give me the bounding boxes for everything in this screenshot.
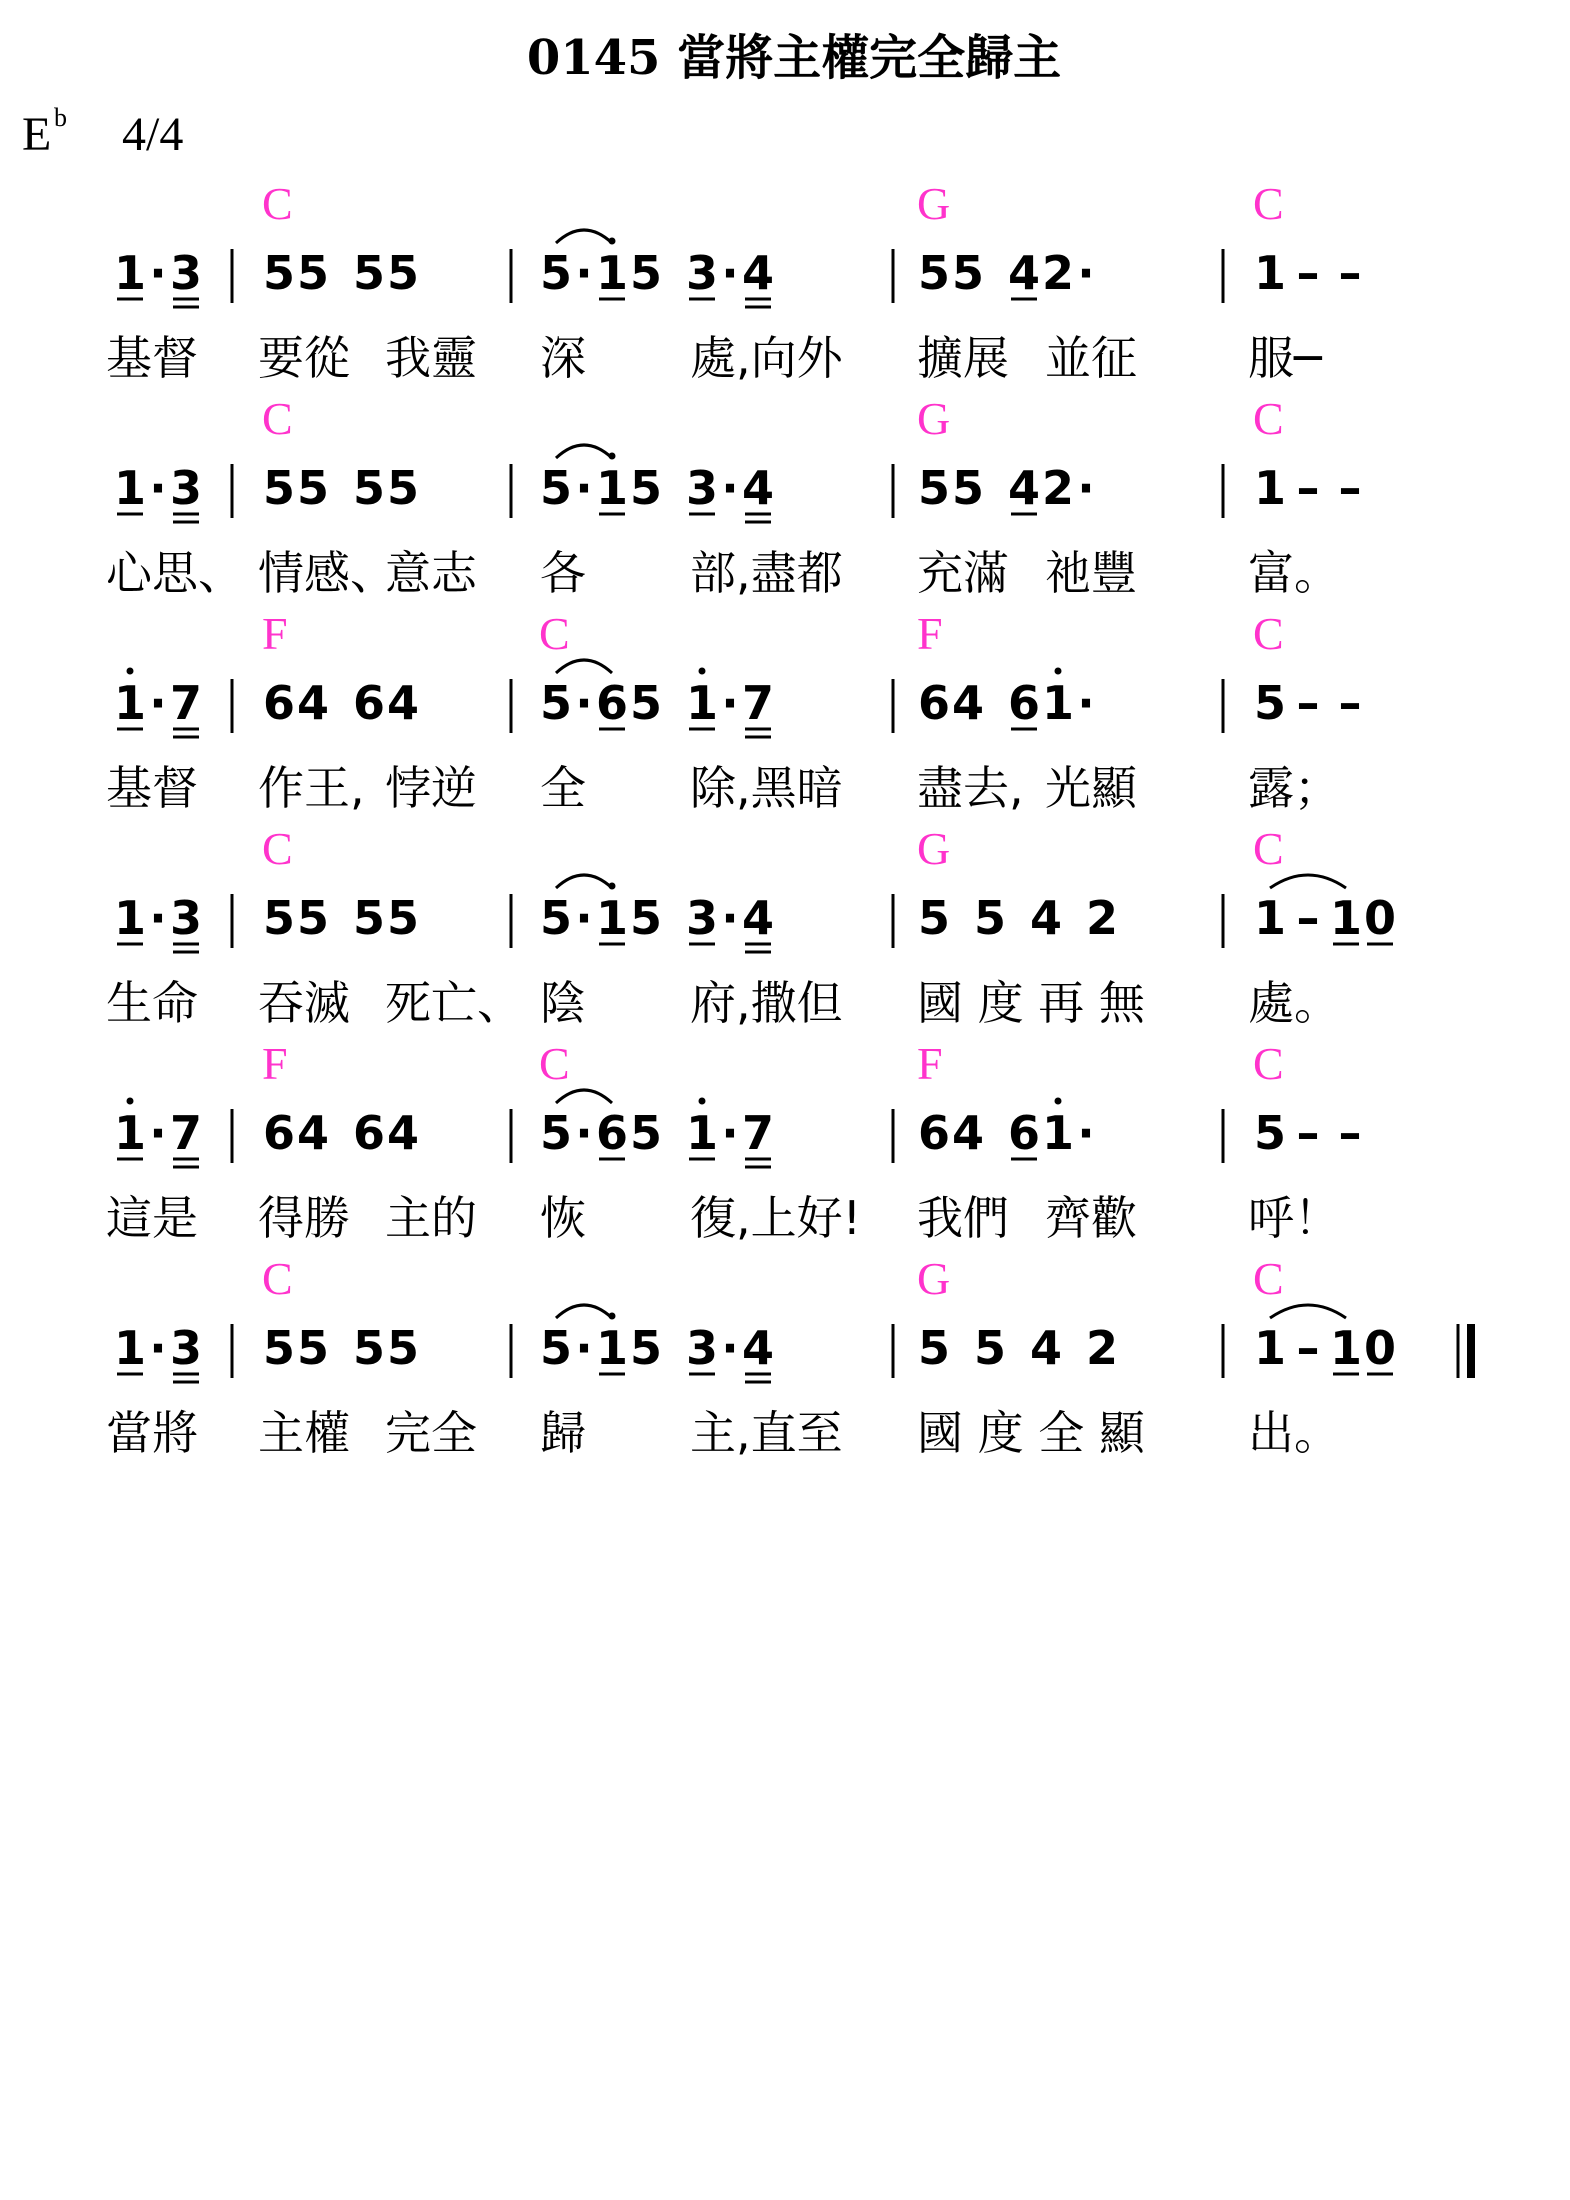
lyric-segment: 擴展: [917, 331, 1009, 385]
note: 1: [1253, 461, 1287, 515]
note: 5: [629, 1106, 663, 1160]
chord-symbol: G: [917, 178, 951, 229]
dot: ·: [149, 1321, 167, 1375]
note: 1: [595, 891, 629, 945]
dot: ·: [721, 246, 739, 300]
note: 4: [386, 1106, 420, 1160]
chord-symbol: C: [1253, 1253, 1284, 1304]
lyric-segment: 出。: [1248, 1406, 1340, 1460]
chord-symbol: G: [917, 393, 951, 444]
lyric-segment: 這是: [106, 1191, 198, 1245]
lyric-segment: 陰: [540, 976, 586, 1030]
dot: ·: [575, 676, 593, 730]
note: 6: [262, 676, 296, 730]
note: 6: [1007, 1106, 1041, 1160]
note: 1: [1253, 1321, 1287, 1375]
chord-symbol: G: [917, 823, 951, 874]
lyric-segment: 基督: [106, 761, 198, 815]
lyric-segment: 盡去,: [917, 761, 1024, 815]
chord-symbol: C: [262, 823, 293, 874]
note: 2: [1041, 461, 1075, 515]
note: 7: [169, 676, 203, 730]
note: 6: [917, 1106, 951, 1160]
note: 5: [262, 1321, 296, 1375]
note: 4: [1007, 246, 1041, 300]
note: 1: [1329, 891, 1363, 945]
dot: ·: [721, 891, 739, 945]
note: 3: [685, 461, 719, 515]
score-body: [106, 178, 1471, 1460]
note: 5: [629, 891, 663, 945]
high-octave-dot: [699, 668, 706, 675]
dot: ·: [149, 461, 167, 515]
lyric-segment: 齊歡: [1045, 1191, 1137, 1245]
note: 5: [629, 676, 663, 730]
note: 6: [1007, 676, 1041, 730]
high-octave-dot: [1055, 668, 1062, 675]
lyric-segment: 除,黑暗: [690, 761, 843, 815]
dash: –: [1296, 891, 1320, 945]
note: 5: [296, 461, 330, 515]
note: 5: [629, 246, 663, 300]
dot: ·: [1077, 461, 1095, 515]
note: 5: [352, 891, 386, 945]
note: 5: [917, 1321, 951, 1375]
note: 3: [685, 1321, 719, 1375]
chord-symbol: C: [262, 178, 293, 229]
dash: –: [1338, 1106, 1362, 1160]
note: 5: [973, 1321, 1007, 1375]
note: 3: [169, 461, 203, 515]
note: 7: [169, 1106, 203, 1160]
note: 1: [1253, 246, 1287, 300]
dash: –: [1296, 246, 1320, 300]
lyric-segment: 國 度 再 無: [917, 976, 1145, 1030]
dot: ·: [149, 676, 167, 730]
note: 6: [917, 676, 951, 730]
note: 4: [296, 1106, 330, 1160]
note: 3: [685, 246, 719, 300]
note: 4: [741, 461, 775, 515]
dot: ·: [149, 246, 167, 300]
note: 4: [741, 246, 775, 300]
note: 2: [1085, 891, 1119, 945]
note: 4: [386, 676, 420, 730]
dot: ·: [1077, 246, 1095, 300]
note: 3: [169, 1321, 203, 1375]
lyric-segment: 復,上好!: [690, 1191, 862, 1245]
lyric-segment: 主權: [258, 1406, 350, 1460]
dot: ·: [149, 1106, 167, 1160]
chord-symbol: C: [262, 1253, 293, 1304]
lyric-segment: 作王,: [258, 761, 365, 815]
note: 5: [296, 891, 330, 945]
lyric-segment: 要從: [258, 331, 350, 385]
note: 5: [386, 1321, 420, 1375]
note: 5: [951, 461, 985, 515]
note: 5: [917, 246, 951, 300]
note: 3: [685, 891, 719, 945]
lyric-segment: 部,盡都: [690, 546, 843, 600]
lyric-segment: 當將: [106, 1406, 198, 1460]
dash: –: [1338, 246, 1362, 300]
hymn-title: 0145 當將主權完全歸主: [526, 30, 1062, 86]
note: 1: [1329, 1321, 1363, 1375]
note: 2: [1085, 1321, 1119, 1375]
lyric-segment: 光顯: [1045, 761, 1137, 815]
lyric-segment: 主的: [385, 1191, 477, 1245]
note: 1: [1041, 676, 1075, 730]
lyric-segment: 深: [540, 331, 586, 385]
note: 5: [386, 891, 420, 945]
dash: –: [1338, 676, 1362, 730]
note: 1: [1041, 1106, 1075, 1160]
dot: ·: [575, 246, 593, 300]
note: 1: [113, 246, 147, 300]
note: 5: [917, 891, 951, 945]
chord-symbol: G: [917, 1253, 951, 1304]
lyric-segment: 生命: [106, 976, 198, 1030]
note: 6: [352, 676, 386, 730]
note: 1: [595, 461, 629, 515]
high-octave-dot: [1055, 1098, 1062, 1105]
note: 4: [1007, 461, 1041, 515]
note: 7: [741, 1106, 775, 1160]
lyric-segment: 充滿: [917, 546, 1009, 600]
lyric-segment: 死亡、: [385, 976, 523, 1030]
lyric-segment: 我們: [917, 1191, 1009, 1245]
note: 4: [741, 891, 775, 945]
note: 6: [352, 1106, 386, 1160]
note: 5: [539, 676, 573, 730]
chord-symbol: C: [1253, 823, 1284, 874]
chord-symbol: C: [1253, 608, 1284, 659]
chord-symbol: F: [262, 608, 288, 659]
dot: ·: [149, 891, 167, 945]
lyric-segment: 祂豐: [1045, 546, 1137, 600]
key-letter: E: [22, 108, 52, 161]
dot: ·: [721, 1321, 739, 1375]
note: 5: [951, 246, 985, 300]
lyric-segment: 主,直至: [690, 1406, 843, 1460]
chord-symbol: C: [262, 393, 293, 444]
dash: –: [1296, 461, 1320, 515]
dot: ·: [1077, 676, 1095, 730]
lyric-segment: 意志: [385, 546, 477, 600]
key-accidental: b: [54, 103, 67, 132]
lyric-segment: 完全: [385, 1406, 477, 1460]
note: 6: [262, 1106, 296, 1160]
lyric-segment: 吞滅: [258, 976, 350, 1030]
lyric-segment: 歸: [540, 1406, 586, 1460]
lyric-segment: 處。: [1248, 976, 1340, 1030]
slur: [556, 660, 612, 673]
time-signature: 4/4: [122, 108, 184, 161]
lyric-segment: 情感、: [258, 546, 396, 600]
note: 4: [296, 676, 330, 730]
note: 6: [595, 676, 629, 730]
chord-symbol: C: [1253, 178, 1284, 229]
note: 4: [1029, 891, 1063, 945]
high-octave-dot: [127, 1098, 134, 1105]
lyric-segment: 並征: [1045, 331, 1137, 385]
slur: [556, 1305, 612, 1318]
note: 5: [1253, 1106, 1287, 1160]
slur: [556, 445, 612, 458]
lyric-segment: 富。: [1248, 546, 1340, 600]
lyric-segment: 露；: [1248, 761, 1340, 815]
note: 5: [262, 246, 296, 300]
note: 1: [113, 1106, 147, 1160]
note: 5: [1253, 676, 1287, 730]
dash: –: [1338, 461, 1362, 515]
note: 5: [539, 1321, 573, 1375]
note: 1: [685, 676, 719, 730]
note: 2: [1041, 246, 1075, 300]
dot: ·: [721, 676, 739, 730]
note: 5: [262, 461, 296, 515]
note: 5: [539, 891, 573, 945]
note: 1: [113, 891, 147, 945]
note: 7: [741, 676, 775, 730]
dot: ·: [575, 461, 593, 515]
high-octave-dot: [699, 1098, 706, 1105]
slur: [556, 230, 612, 243]
lyric-segment: 處,向外: [690, 331, 843, 385]
note: 1: [113, 676, 147, 730]
slur: [1270, 1305, 1346, 1318]
note: 5: [352, 246, 386, 300]
slur: [1270, 875, 1346, 888]
dash: –: [1296, 1106, 1320, 1160]
note: 4: [951, 676, 985, 730]
lyric-segment: 呼！: [1248, 1191, 1340, 1245]
note: 5: [352, 1321, 386, 1375]
lyric-segment: 國 度 全 顯: [917, 1406, 1145, 1460]
dot: ·: [721, 1106, 739, 1160]
chord-symbol: C: [539, 608, 570, 659]
note: 4: [741, 1321, 775, 1375]
note: 5: [262, 891, 296, 945]
chord-symbol: F: [262, 1038, 288, 1089]
dash: –: [1296, 676, 1320, 730]
lyric-segment: 府,撒但: [690, 976, 843, 1030]
note: 3: [169, 891, 203, 945]
note: 6: [595, 1106, 629, 1160]
note: 1: [595, 1321, 629, 1375]
note: 5: [539, 461, 573, 515]
lyric-segment: 全: [540, 761, 586, 815]
lyric-segment: 我靈: [385, 331, 477, 385]
note: 1: [685, 1106, 719, 1160]
high-octave-dot: [127, 668, 134, 675]
note: 1: [113, 461, 147, 515]
slur: [556, 875, 612, 888]
lyric-segment: 服─: [1248, 331, 1322, 385]
note: 5: [539, 246, 573, 300]
note: 1: [113, 1321, 147, 1375]
note: 5: [352, 461, 386, 515]
note: 3: [169, 246, 203, 300]
lyric-segment: 基督: [106, 331, 198, 385]
dot: ·: [575, 891, 593, 945]
note: 1: [595, 246, 629, 300]
note: 4: [1029, 1321, 1063, 1375]
dot: ·: [575, 1321, 593, 1375]
dot: ·: [575, 1106, 593, 1160]
note: 5: [386, 246, 420, 300]
slur: [556, 1090, 612, 1103]
dash: –: [1296, 1321, 1320, 1375]
note: 5: [973, 891, 1007, 945]
note: 5: [296, 1321, 330, 1375]
chord-symbol: C: [539, 1038, 570, 1089]
dot: ·: [721, 461, 739, 515]
note: 4: [951, 1106, 985, 1160]
note: 1: [1253, 891, 1287, 945]
chord-symbol: F: [917, 1038, 943, 1089]
chord-symbol: C: [1253, 393, 1284, 444]
note: 5: [629, 1321, 663, 1375]
dot: ·: [1077, 1106, 1095, 1160]
note: 0: [1363, 1321, 1397, 1375]
lyric-segment: 各: [540, 546, 586, 600]
note: 5: [296, 246, 330, 300]
note: 5: [917, 461, 951, 515]
lyric-segment: 恢: [540, 1191, 586, 1245]
lyric-segment: 心思、: [106, 546, 244, 600]
note: 5: [539, 1106, 573, 1160]
note: 5: [386, 461, 420, 515]
note: 0: [1363, 891, 1397, 945]
chord-symbol: C: [1253, 1038, 1284, 1089]
lyric-segment: 悖逆: [385, 761, 477, 815]
key-signature: [22, 103, 183, 161]
lyric-segment: 得勝: [258, 1191, 350, 1245]
chord-symbol: F: [917, 608, 943, 659]
note: 5: [629, 461, 663, 515]
